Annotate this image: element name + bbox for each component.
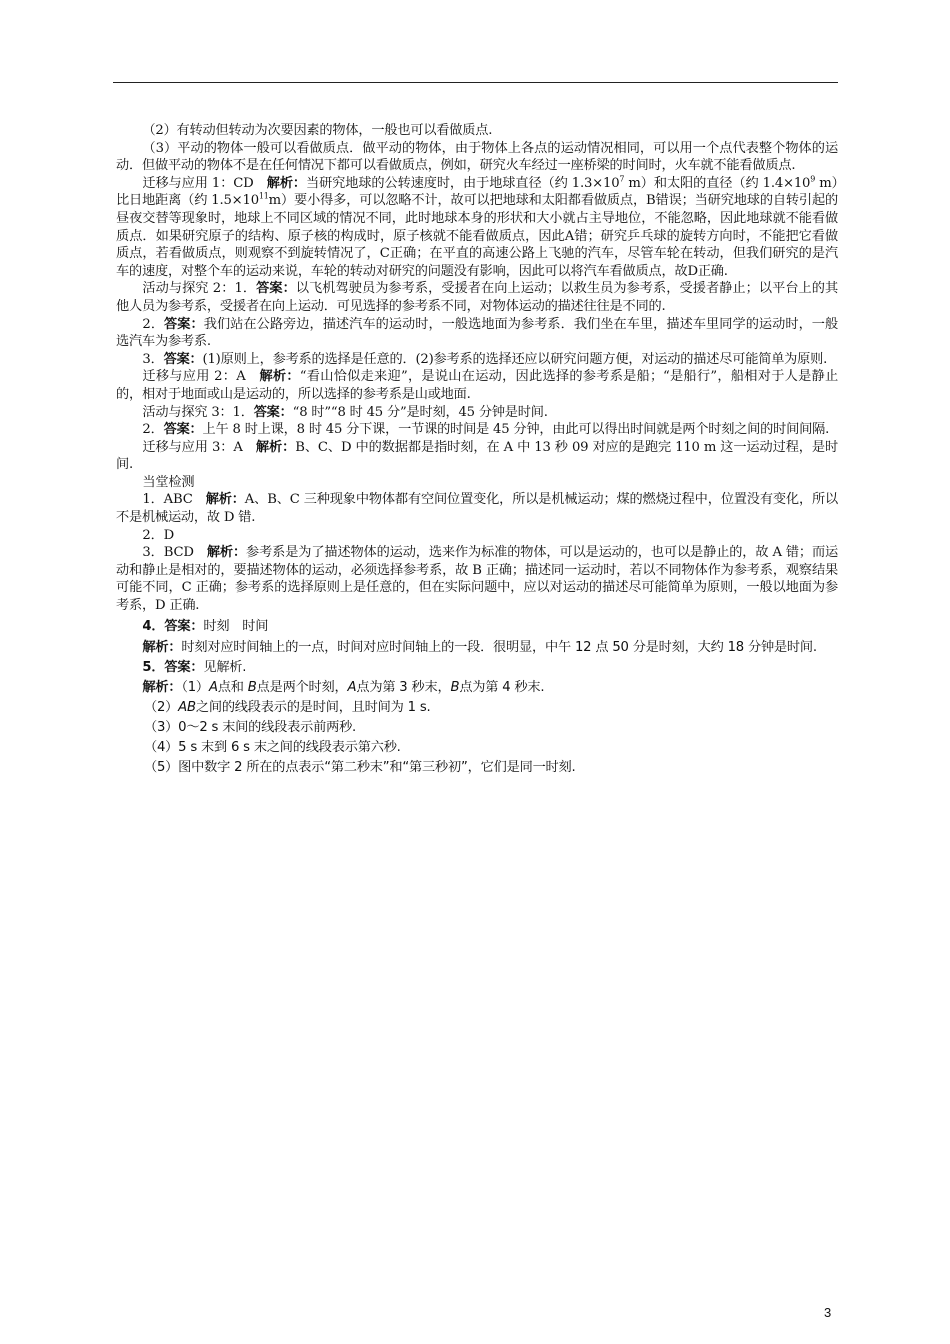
label: 迁移与应用 1：CD bbox=[142, 175, 267, 191]
label: 迁移与应用 2：A bbox=[142, 369, 260, 385]
text: 点为第 3 秒末， bbox=[356, 679, 451, 695]
superscript: 9 bbox=[810, 174, 816, 184]
paragraph: 2．D bbox=[142, 527, 174, 543]
paragraph bbox=[116, 404, 838, 422]
text: 我们站在公路旁边，描述汽车的运动时，一般选地面为参考系．我们坐在车里，描述车里同学的运动时，一般选汽车为参考系. bbox=[116, 316, 839, 350]
lower-section bbox=[116, 617, 838, 778]
paragraph bbox=[116, 175, 838, 281]
text: “8 时”“8 时 45 分”是时刻，45 分钟是时间. bbox=[292, 404, 548, 420]
text: A bbox=[347, 679, 357, 695]
text: 上午 8 时上课，8 时 45 分下课，一节课的时间是 45 分钟，由此可以得出时间就是两个时刻之间的时间间隔. bbox=[202, 422, 830, 438]
question-4-analysis bbox=[116, 637, 838, 658]
analysis-line: （4）5 s 末到 6 s 末之间的线段表示第六秒. bbox=[144, 739, 401, 755]
analysis-line: （5）图中数字 2 所在的点表示“第二秒末”和“第三秒初”，它们是同一时刻. bbox=[144, 759, 576, 775]
text: 之间的线段表示的是时间，且时间为 1 s. bbox=[195, 699, 431, 715]
answer-label: 5．答案： bbox=[142, 659, 204, 675]
answer-label: 答案： bbox=[253, 404, 293, 420]
answer-label: 答案： bbox=[256, 281, 296, 297]
text: 参考系是为了描述物体的运动，选来作为标准的物体，可以是运动的，也可以是静止的，故 A 错；而运动和静止是相对的，要描述物体的运动，必须选择参考系，故 B 正确；描述同一运动时，若以不同物体作为参考系，观察结果可能不同，C 正确；参考系的选择原则上是任意的，但在实际问题中，应以对运动的描述尽可能简单为原则，一般以地面为参考系，D 正确. bbox=[116, 545, 838, 614]
text: 点为第 4 秒末. bbox=[459, 679, 545, 695]
text: 时刻对应时间轴上的一点，时间对应时间轴上的一段．很明显，中午 12 点 50 分是时刻，大约 18 分钟是时间. bbox=[181, 639, 817, 655]
text: B bbox=[450, 679, 460, 695]
answer-label: 答案： bbox=[163, 422, 203, 438]
text: 以飞机驾驶员为参考系，受援者在向上运动；以救生员为参考系，受援者静止；以平台上的其他人员为参考系，受援者在向上运动．可见选择的参考系不同，对物体运动的描述往往是不同的. bbox=[116, 281, 839, 314]
paragraph: （2）有转动但转动为次要因素的物体，一般也可以看做质点. bbox=[142, 123, 493, 138]
label: 2． bbox=[142, 422, 164, 438]
label: 迁移与应用 3：A bbox=[142, 439, 256, 455]
page-number: 3 bbox=[824, 1305, 832, 1320]
text: 时刻 时间 bbox=[203, 618, 269, 634]
answer-label: 4．答案： bbox=[142, 618, 204, 634]
label: 3．BCD bbox=[142, 545, 207, 561]
label: 活动与探究 2：1． bbox=[142, 281, 257, 297]
text: （2） bbox=[144, 699, 179, 715]
text: 当研究地球的公转速度时，由于地球直径（约 1.3×10 bbox=[306, 175, 620, 191]
analysis-label: 解析： bbox=[255, 439, 296, 455]
text: m）比日地距离（约 1.5×10 bbox=[116, 175, 839, 209]
text: A bbox=[208, 679, 218, 695]
text: B、C、D 中的数据都是指时刻，在 A 中 13 秒 09 对应的是跑完 110 m 这一运动过程，是时间. bbox=[116, 439, 838, 473]
superscript: 7 bbox=[619, 174, 625, 184]
paragraph bbox=[116, 421, 838, 439]
analysis-label: 解析： bbox=[206, 545, 247, 561]
analysis-label: 解析： bbox=[142, 679, 182, 695]
analysis-line bbox=[116, 698, 838, 718]
paragraph bbox=[116, 351, 838, 369]
question-4-answer bbox=[116, 617, 838, 637]
section-heading: 当堂检测 bbox=[142, 474, 195, 490]
analysis-label: 解析： bbox=[266, 175, 306, 191]
superscript: 11 bbox=[258, 191, 269, 201]
text: 见解析. bbox=[203, 659, 247, 675]
text: 点和 bbox=[217, 679, 248, 695]
paragraph bbox=[116, 280, 838, 315]
paragraph bbox=[116, 491, 838, 526]
analysis-label: 解析： bbox=[259, 369, 300, 385]
question-5-answer bbox=[116, 658, 838, 678]
paragraph: （3）平动的物体一般可以看做质点．做平动的物体，由于物体上各点的运动情况相同，可以用一个点代表整个物体的运动．但做平动的物体不是在任何情况下都可以看做质点，例如，研究火车经过一座桥梁的时间时，火车就不能看做质点. bbox=[116, 140, 838, 174]
label: 2． bbox=[142, 316, 165, 332]
text: AB bbox=[178, 699, 196, 715]
header-rule bbox=[113, 82, 838, 83]
paragraph bbox=[116, 316, 838, 351]
document-body bbox=[116, 122, 838, 778]
label: 活动与探究 3：1． bbox=[142, 404, 254, 420]
analysis-label: 解析： bbox=[205, 492, 245, 508]
text: （1） bbox=[181, 679, 209, 695]
text: m）和太阳的直径（约 1.4×10 bbox=[624, 175, 811, 191]
text: (1)原则上，参考系的选择是任意的．(2)参考系的选择还应以研究问题方便，对运动的描述尽可能简单为原则. bbox=[202, 351, 828, 367]
text: A、B、C 三种现象中物体都有空间位置变化，所以是机械运动；煤的燃烧过程中，位置没有变化，所以不是机械运动，故 D 错. bbox=[116, 492, 838, 526]
analysis-line: （3）0～2 s 末间的线段表示前两秒. bbox=[144, 719, 357, 735]
label: 3． bbox=[142, 351, 164, 367]
label: 1．ABC bbox=[142, 492, 206, 508]
paragraph bbox=[116, 368, 838, 403]
text: “看山恰似走来迎”，是说山在运动，因此选择的参考系是船；“是船行”，船相对于人是静止的，相对于地面或山是运动的，所以选择的参考系是山或地面. bbox=[116, 369, 838, 402]
text: m）要小得多，可以忽略不计，故可以把地球和太阳都看做质点，B错误；当研究地球的自转引起的昼夜交替等现象时，地球上不同区域的情况不同，此时地球本身的形状和大小就占主导地位，不能忽略，因此地球就不能看做质点．如果研究原子的结构、原子核的构成时，原子核就不能看做质点，因此A错；研究乒乓球的旋转方向时，不能把它看做质点，若看做质点，则观察不到旋转情况了，C正确；在平直的高速公路上飞驰的汽车，尽管车轮在转动，但我们研究的是汽车的速度，对整个车的运动来说，车轮的转动对研究的问题没有影响，因此可以将汽车看做质点，故D正确. bbox=[116, 193, 838, 279]
text: 点是两个时刻， bbox=[256, 679, 348, 695]
paragraph bbox=[116, 544, 838, 614]
answer-label: 答案： bbox=[163, 351, 203, 367]
paragraph bbox=[116, 439, 838, 474]
text: B bbox=[247, 679, 257, 695]
question-5-analysis bbox=[116, 678, 838, 698]
answer-label: 答案： bbox=[164, 316, 204, 332]
analysis-label: 解析： bbox=[142, 639, 182, 655]
